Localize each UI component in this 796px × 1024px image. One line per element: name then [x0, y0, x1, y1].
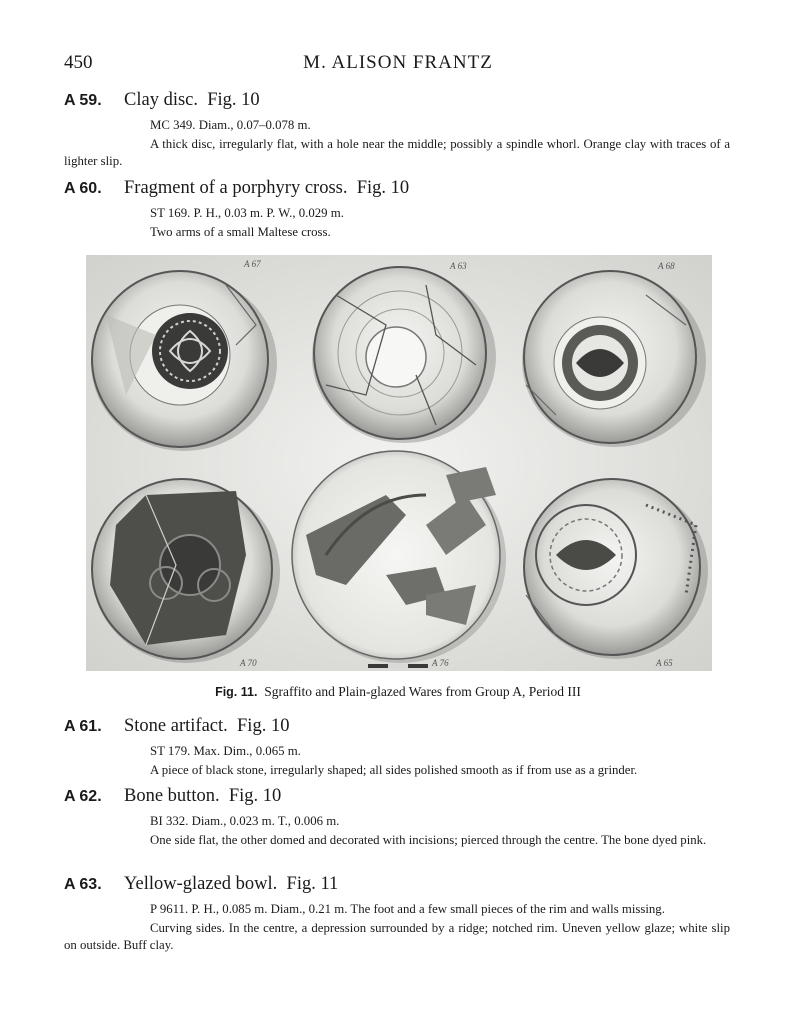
entry-fig-ref: Fig. 10: [237, 716, 290, 736]
entry-meta: ST 169. P. H., 0.03 m. P. W., 0.029 m.: [150, 206, 344, 220]
entry-heading: [64, 180, 730, 202]
entry-description: Curving sides. In the centre, a depression surrounded by a ridge; notched rim. Uneven yellow glaze; white slip on outside. Buff clay.: [64, 921, 730, 952]
figure-caption-text: Sgraffito and Plain-glazed Wares from Group A, Period III: [264, 684, 581, 699]
bowls-photograph: [86, 255, 712, 671]
entry-fig-ref: Fig. 10: [356, 178, 410, 198]
plate-label-a63: A 63: [450, 261, 467, 271]
entry-title-text: Bone button.: [124, 786, 220, 806]
scale-bar: [368, 664, 428, 668]
entry-meta: BI 332. Diam., 0.023 m. T., 0.006 m.: [150, 814, 340, 828]
entry-fig-ref: Fig. 10: [228, 786, 282, 806]
catalog-entry-a60: [64, 180, 730, 241]
entry-meta: P 9611. P. H., 0.085 m. Diam., 0.21 m. The foot and a few small pieces of the rim and walls missing.: [150, 902, 665, 916]
running-head: M. ALISON FRANTZ: [303, 52, 493, 73]
entry-meta: MC 349. Diam., 0.07–0.078 m.: [150, 118, 311, 132]
figure-caption: [0, 684, 796, 700]
entry-title-text: Fragment of a porphyry cross.: [124, 178, 348, 198]
entry-title: [124, 90, 260, 111]
entry-title: [124, 786, 281, 807]
entry-id: A 63.: [64, 876, 102, 893]
page-number: 450: [64, 52, 93, 73]
entry-description: One side flat, the other domed and decorated with incisions; pierced through the centre. The bone dyed pink.: [150, 833, 707, 847]
entry-meta: ST 179. Max. Dim., 0.065 m.: [150, 744, 301, 758]
entry-title: [124, 716, 289, 737]
figure-11-photograph: [86, 255, 712, 671]
entry-id: A 61.: [64, 718, 102, 735]
plate-label-a70: A 70: [240, 658, 257, 668]
entry-description: Two arms of a small Maltese cross.: [150, 225, 331, 239]
catalog-entry-a63: [64, 876, 730, 954]
plate-a76: [292, 451, 506, 663]
entry-heading: [64, 92, 730, 114]
plate-label-a65: A 65: [656, 658, 673, 668]
entry-id: A 62.: [64, 788, 102, 805]
entry-fig-ref: Fig. 10: [207, 90, 260, 110]
plate-label-a68: A 68: [658, 261, 675, 271]
entry-heading: [64, 718, 730, 740]
entry-title: [124, 178, 409, 199]
plate-label-a76: A 76: [432, 658, 449, 668]
entry-heading: [64, 788, 730, 810]
entry-fig-ref: Fig. 11: [286, 874, 339, 894]
entry-title-text: Stone artifact.: [124, 716, 228, 736]
entry-title-text: Yellow-glazed bowl.: [124, 874, 278, 894]
entry-id: A 59.: [64, 92, 102, 109]
catalog-entry-a62: [64, 788, 730, 849]
entry-title-text: Clay disc.: [124, 90, 198, 110]
entry-heading: [64, 876, 730, 898]
entry-title: [124, 874, 338, 895]
entry-description: A thick disc, irregularly flat, with a hole near the middle; possibly a spindle whorl. Orange clay with traces of a lighter slip.: [64, 137, 730, 168]
entry-id: A 60.: [64, 180, 102, 197]
catalog-entry-a61: [64, 718, 730, 779]
figure-caption-number: Fig. 11.: [215, 685, 258, 699]
plate-label-a67: A 67: [244, 259, 261, 269]
catalog-entry-a59: [64, 92, 730, 170]
entry-description: A piece of black stone, irregularly shaped; all sides polished smooth as if from use as a grinder.: [150, 763, 638, 777]
